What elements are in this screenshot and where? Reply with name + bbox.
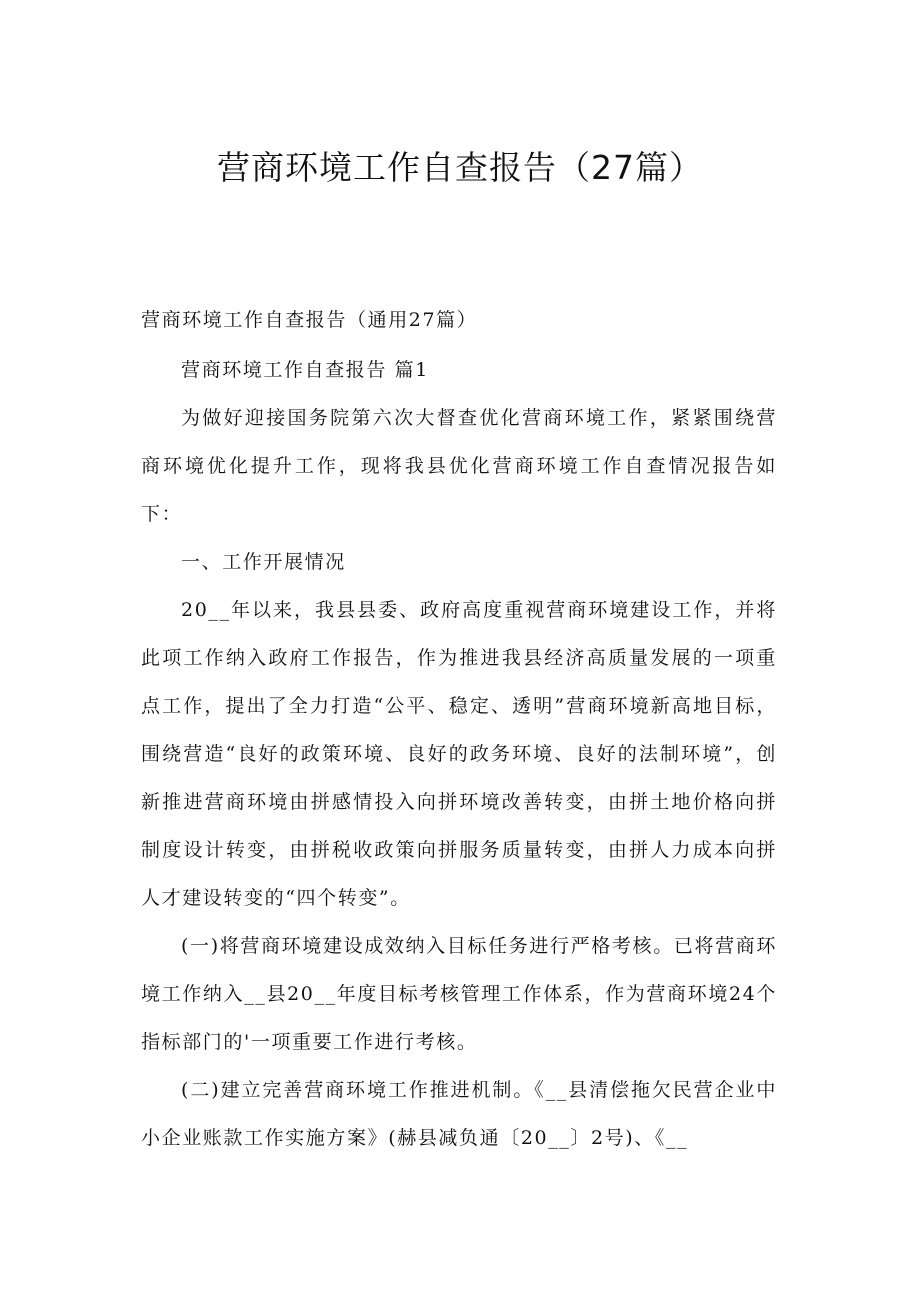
paragraph-item-1: (一)将营商环境建设成效纳入目标任务进行严格考核。已将营商环境工作纳入__县20__年度目标考核管理工作体系，作为营商环境24个指标部门的'一项重要工作进行考核。 [141, 935, 777, 1053]
document-subtitle: 营商环境工作自查报告（通用27篇） [141, 309, 478, 331]
paragraph-heading-work: 一、工作开展情况 [181, 551, 346, 573]
document-body [141, 296, 777, 1162]
paragraph-intro: 为做好迎接国务院第六次大督查优化营商环境工作，紧紧围绕营商环境优化提升工作，现将我县优化营商环境工作自查情况报告如下： [141, 407, 777, 525]
paragraph-item-2: (二)建立完善营商环境工作推进机制。《__县清偿拖欠民营企业中小企业账款工作实施方案》(赫县减负通〔20__〕2号)、《__ [141, 1079, 777, 1149]
paragraph-overview: 20__年以来，我县县委、政府高度重视营商环境建设工作，并将此项工作纳入政府工作报告，作为推进我县经济高质量发展的一项重点工作，提出了全力打造“公平、稳定、透明”营商环境新高地目标，围绕营造“良好的政策环境、良好的政务环境、良好的法制环境”，创新推进营商环境由拼感情投入向拼环境改善转变，由拼土地价格向拼制度设计转变，由拼税收政策向拼服务质量转变，由拼人力成本向拼人才建设转变的“四个转变”。 [141, 599, 777, 909]
section-heading: 营商环境工作自查报告 篇1 [181, 359, 429, 381]
document-title: 营商环境工作自查报告（27篇） [217, 148, 703, 187]
